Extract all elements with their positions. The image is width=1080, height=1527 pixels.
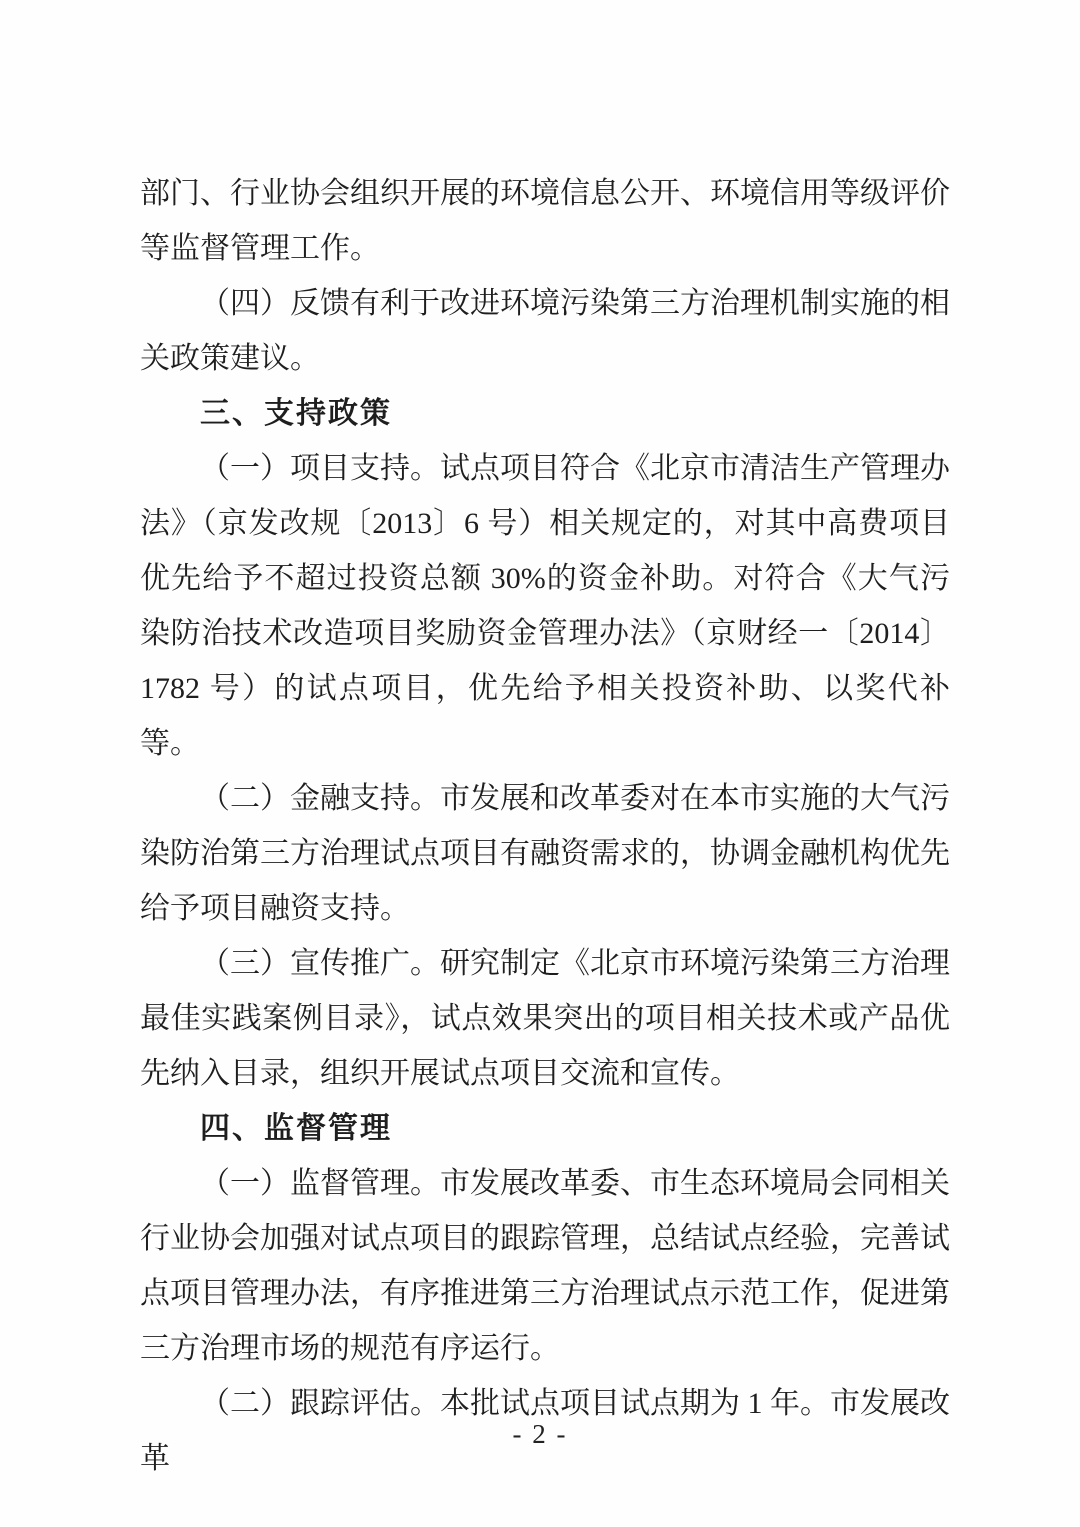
paragraph-continued: 部门、行业协会组织开展的环境信息公开、环境信用等级评价等监督管理工作。 bbox=[140, 177, 950, 265]
paragraph: （三）宣传推广。研究制定《北京市环境污染第三方治理最佳实践案例目录》，试点效果突出的项目相关技术或产品优先纳入目录，组织开展试点项目交流和宣传。 bbox=[140, 947, 950, 1090]
section-heading-support-policy: 三、支持政策 bbox=[200, 397, 392, 430]
paragraph: （一）项目支持。试点项目符合《北京市清洁生产管理办法》（京发改规〔2013〕6 号）相关规定的，对其中高费项目优先给予不超过投资总额 30%的资金补助。对符合《大气污染防治技术改造项目奖励资金管理办法》（京财经一〔2014〕1782 号）的试点项目，优先给予相关投资补助、以奖代补等。 bbox=[140, 452, 950, 760]
page-number: - 2 - bbox=[512, 1419, 568, 1449]
section-heading-supervision: 四、监督管理 bbox=[200, 1112, 392, 1145]
paragraph: （一）监督管理。市发展改革委、市生态环境局会同相关行业协会加强对试点项目的跟踪管理，总结试点经验，完善试点项目管理办法，有序推进第三方治理试点示范工作，促进第三方治理市场的规范有序运行。 bbox=[140, 1167, 950, 1365]
paragraph: （四）反馈有利于改进环境污染第三方治理机制实施的相关政策建议。 bbox=[140, 287, 950, 375]
paragraph: （二）跟踪评估。本批试点项目试点期为 1 年。市发展改革 bbox=[140, 1387, 950, 1475]
paragraph: （二）金融支持。市发展和改革委对在本市实施的大气污染防治第三方治理试点项目有融资需求的，协调金融机构优先给予项目融资支持。 bbox=[140, 782, 950, 925]
